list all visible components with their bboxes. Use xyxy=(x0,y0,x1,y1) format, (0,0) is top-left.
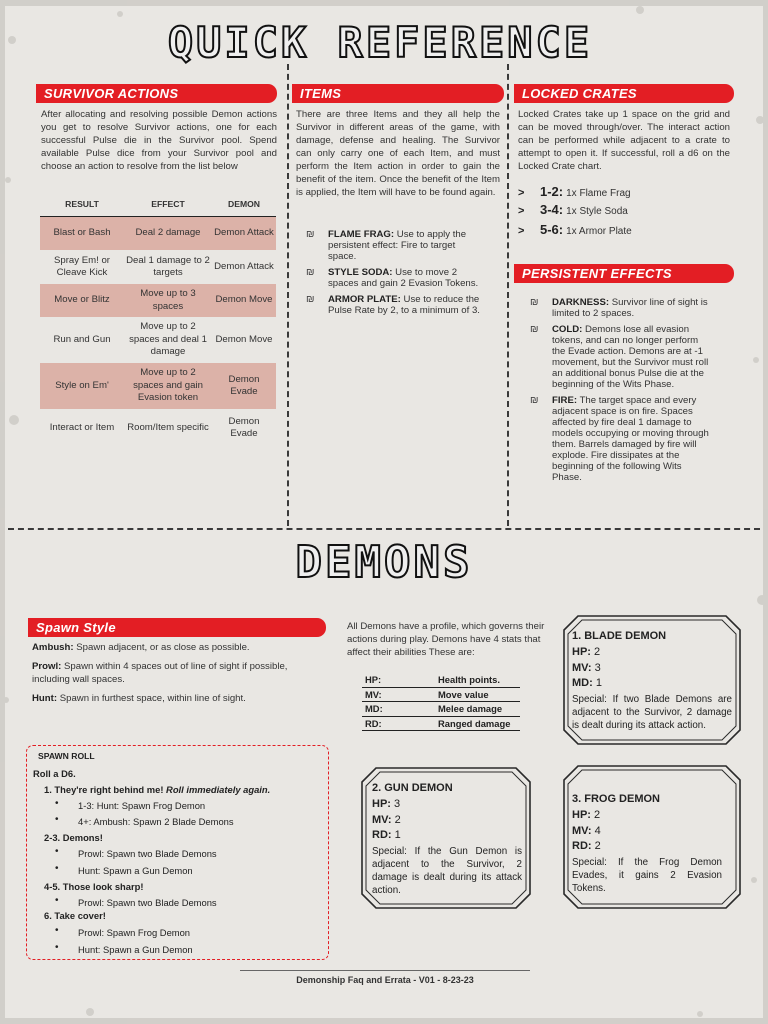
roll-2-option-a: Prowl: Spawn two Blade Demons xyxy=(78,848,217,859)
roll-4-title: 6. Take cover! xyxy=(44,910,106,921)
stat-key: MD: xyxy=(572,677,593,689)
spawn-prowl xyxy=(32,660,326,686)
stat-value: Move value xyxy=(438,688,489,700)
card-stat-mv xyxy=(572,661,732,677)
cell-effect: Deal 2 damage xyxy=(124,216,212,250)
stat-key: MV: xyxy=(572,661,592,674)
locked-crate-chart xyxy=(518,183,632,239)
persistent-effects-header: PERSISTENT EFFECTS xyxy=(514,264,734,283)
demons-intro: All Demons have a profile, which governs their actions during play. Demons have 4 stats that affect their abilities These are: xyxy=(347,621,545,658)
spawn-ambush xyxy=(32,641,326,654)
stat-key: MV: xyxy=(372,813,392,826)
card-title: 1. BLADE DEMON xyxy=(572,630,667,642)
divider-horizontal xyxy=(8,528,760,530)
roll-3-title: 4-5. Those look sharp! xyxy=(44,881,144,892)
roll-2-title: 2-3. Demons! xyxy=(44,832,103,843)
cell-demon: Demon Attack xyxy=(214,260,274,272)
cell-demon: Demon Evade xyxy=(228,415,260,439)
cell-result: Interact or Item xyxy=(49,421,115,433)
cell-demon: Demon Attack xyxy=(212,216,276,250)
stats-table xyxy=(362,673,520,731)
crate-roll: 5-6: xyxy=(540,222,564,237)
table-row xyxy=(40,409,276,447)
table-row xyxy=(40,250,276,284)
stat-key: RD: xyxy=(572,840,592,852)
card-title: 2. GUN DEMON xyxy=(372,782,453,794)
stat-value: 1 xyxy=(394,829,401,841)
cell-effect: Room/Item specific xyxy=(127,421,209,433)
stat-row xyxy=(362,673,520,688)
blade-demon-card xyxy=(572,630,732,732)
cell-result: Blast or Bash xyxy=(40,216,124,250)
bullet-dot-icon: • xyxy=(55,846,59,857)
crate-roll: 3-4: xyxy=(540,202,564,217)
card-special: Special: If the Gun Demon is adjacent to the Survivor, 2 damage is dealt during its attack action. xyxy=(372,845,522,896)
card-stat-mv xyxy=(572,824,722,840)
item-name: ARMOR PLATE: xyxy=(328,294,401,305)
quick-reference-title: QUICK REFERENCE xyxy=(167,18,593,67)
items-list xyxy=(304,229,484,321)
chevron-right-icon: > xyxy=(518,205,525,217)
spawn-roll-box xyxy=(26,745,329,960)
card-special: Special: If two Blade Demons are adjacent to the Survivor, 2 damage is dealt during its attack action. xyxy=(572,693,732,731)
chevron-right-icon: > xyxy=(518,187,525,199)
chevron-right-icon: > xyxy=(518,225,525,237)
card-stat-mv xyxy=(372,813,522,829)
col-header-effect: EFFECT xyxy=(124,192,212,216)
effect-name: FIRE: xyxy=(552,395,578,406)
item-name: STYLE SODA: xyxy=(328,267,393,278)
cell-demon: Demon Evade xyxy=(212,363,276,409)
persistent-effects-list xyxy=(528,297,714,488)
bullet-glyph-icon: ₪ xyxy=(530,395,539,406)
stat-value: Health points. xyxy=(438,674,500,685)
roll-4-option-a: Prowl: Spawn Frog Demon xyxy=(78,927,191,938)
footer-text: Demonship Faq and Errata - V01 - 8-23-23 xyxy=(296,975,474,985)
col-header-result: RESULT xyxy=(40,192,124,216)
stat-row xyxy=(362,717,520,732)
divider-vertical-right xyxy=(507,64,509,526)
stat-key: HP: xyxy=(365,674,382,685)
bullet-glyph-icon: ₪ xyxy=(306,229,315,240)
locked-crates-header: LOCKED CRATES xyxy=(514,84,734,103)
crate-row xyxy=(518,221,632,239)
crate-reward: 1x Style Soda xyxy=(566,206,628,217)
col-header-demon: DEMON xyxy=(212,192,276,216)
bullet-glyph-icon: ₪ xyxy=(306,294,315,305)
spawn-name: Prowl: xyxy=(32,661,62,672)
survivor-actions-intro: After allocating and resolving possible Demon actions you get to resolve Survivor actions, one for each successful Pulse die in the Survivor pool. Spend available Pulse dice from your Survivor pool and choose an action to resolve from the list below xyxy=(41,109,277,172)
spawn-style-header: Spawn Style xyxy=(28,618,326,637)
item-text: Use to reduce the Pulse Rate by 2, to a minimum of 3. xyxy=(328,294,480,316)
stat-value: Ranged damage xyxy=(438,717,511,729)
survivor-actions-header: SURVIVOR ACTIONS xyxy=(36,84,277,103)
list-item xyxy=(304,267,484,289)
stat-key: MV: xyxy=(365,688,382,700)
stat-value: Melee damage xyxy=(438,703,503,714)
stat-value: 3 xyxy=(594,661,601,674)
stat-value: 3 xyxy=(394,798,401,810)
bullet-dot-icon: • xyxy=(55,798,59,809)
footer-rule xyxy=(240,970,530,971)
spawn-text: Spawn in furthest space, within line of sight. xyxy=(59,693,246,704)
cell-result: Move or Blitz xyxy=(40,284,124,317)
stat-key: RD: xyxy=(372,829,392,841)
survivor-actions-table xyxy=(40,192,276,447)
demons-title: DEMONS xyxy=(295,537,473,588)
table-row xyxy=(40,216,276,250)
stat-value: 2 xyxy=(394,813,401,826)
roll-1-option-b: 4+: Ambush: Spawn 2 Blade Demons xyxy=(78,816,234,827)
stat-value: 2 xyxy=(594,646,601,658)
stat-value: 4 xyxy=(594,824,601,837)
list-item xyxy=(304,229,484,262)
stat-row xyxy=(362,702,520,717)
item-text: Use to move 2 spaces and gain 2 Evasion Tokens. xyxy=(328,267,479,289)
card-stat-hp xyxy=(372,797,522,813)
effect-text: Survivor line of sight is limited to 2 spaces. xyxy=(552,297,708,319)
roll-1-title xyxy=(44,784,270,795)
card-stat-rd xyxy=(372,828,522,844)
spawn-name: Hunt: xyxy=(32,693,58,704)
cell-effect: Move up to 2 spaces and deal 1 damage xyxy=(129,321,207,358)
stat-key: HP: xyxy=(372,798,391,810)
spawn-text: Spawn adjacent, or as close as possible. xyxy=(76,642,250,653)
cell-demon: Demon Move xyxy=(212,284,276,317)
stat-key: HP: xyxy=(572,809,591,821)
card-title: 3. FROG DEMON xyxy=(572,793,661,805)
stat-key: RD: xyxy=(365,717,382,729)
card-stat-md xyxy=(572,676,732,692)
locked-crates-intro: Locked Crates take up 1 space on the grid and can be moved through/over. The interact action can be performed while adjacent to a crate to attempt to open it. If successful, roll a d6 on the Locked Crate chart. xyxy=(518,109,730,172)
bullet-dot-icon: • xyxy=(55,895,59,906)
roll-1-option-a: 1-3: Hunt: Spawn Frog Demon xyxy=(78,800,206,811)
crate-reward: 1x Armor Plate xyxy=(566,226,632,237)
cell-result: Style on Em' xyxy=(40,363,124,409)
crate-row xyxy=(518,183,632,201)
stat-value: 2 xyxy=(594,840,601,852)
bullet-dot-icon: • xyxy=(55,942,59,953)
roll-2-option-b: Hunt: Spawn a Gun Demon xyxy=(78,865,193,876)
card-stat-hp xyxy=(572,645,732,661)
spawn-roll-title: SPAWN ROLL xyxy=(38,751,95,761)
effect-text: The target space and every adjacent space is on fire. Spaces affected by fire deal 1 damage to models occupying or moving through them. Barrels damaged by fire will explode. Fire dissipates at the beginning of the following Wits Phase. xyxy=(552,395,709,483)
items-header: ITEMS xyxy=(292,84,504,103)
cell-result: Run and Gun xyxy=(53,333,111,345)
table-row xyxy=(40,363,276,409)
list-item xyxy=(528,324,714,390)
spawn-roll-subtitle: Roll a D6. xyxy=(33,768,76,779)
effect-text: Demons lose all evasion tokens, and can no longer perform the Evade action. Demons are at -1 movement, but the Survivor must roll an additional bonus Pulse die at the beginning of the Wits Phase. xyxy=(552,324,709,390)
roll-3-option-a: Prowl: Spawn two Blade Demons xyxy=(78,897,217,908)
roll-4-option-b: Hunt: Spawn a Gun Demon xyxy=(78,944,193,955)
spawn-name: Ambush: xyxy=(32,642,74,653)
crate-reward: 1x Flame Frag xyxy=(566,188,631,199)
spawn-text: Spawn within 4 spaces out of line of sight if possible, including wall spaces. xyxy=(32,661,288,685)
bullet-dot-icon: • xyxy=(55,814,59,825)
bullet-glyph-icon: ₪ xyxy=(306,267,315,278)
cell-effect: Move up to 2 spaces and gain Evasion token xyxy=(124,363,212,409)
crate-row xyxy=(518,201,632,219)
cell-effect: Deal 1 damage to 2 targets xyxy=(126,254,210,278)
card-stat-rd xyxy=(572,839,722,855)
bullet-dot-icon: • xyxy=(55,925,59,936)
table-row xyxy=(40,317,276,363)
divider-vertical-left xyxy=(287,64,289,526)
bullet-dot-icon: • xyxy=(55,863,59,874)
frog-demon-card xyxy=(572,793,722,895)
spawn-hunt xyxy=(32,692,326,705)
stat-key: HP: xyxy=(572,646,591,658)
roll-1-title-italic: Roll immediately again. xyxy=(166,784,271,795)
card-stat-hp xyxy=(572,808,722,824)
table-row xyxy=(40,284,276,317)
effect-name: DARKNESS: xyxy=(552,297,610,308)
card-special: Special: If the Frog Demon Evades, it gains 2 Evasion Tokens. xyxy=(572,856,722,894)
bullet-glyph-icon: ₪ xyxy=(530,324,539,335)
stat-row xyxy=(362,688,520,703)
roll-1-title-text: 1. They're right behind me! xyxy=(44,784,167,795)
stat-value: 1 xyxy=(595,677,602,689)
cell-effect: Move up to 3 spaces xyxy=(124,284,212,317)
stat-key: MV: xyxy=(572,824,592,837)
gun-demon-card xyxy=(372,782,522,897)
bullet-glyph-icon: ₪ xyxy=(530,297,539,308)
effect-name: COLD: xyxy=(552,324,583,335)
cell-result: Spray Em! or Cleave Kick xyxy=(54,254,110,278)
crate-roll: 1-2: xyxy=(540,184,564,199)
stat-value: 2 xyxy=(594,809,601,821)
list-item xyxy=(528,395,714,483)
cell-demon: Demon Move xyxy=(215,333,273,345)
item-text: Use to apply the persistent effect: Fire to target space. xyxy=(328,229,467,262)
stat-key: MD: xyxy=(365,703,383,714)
list-item xyxy=(304,294,484,316)
items-intro: There are three Items and they all help the Survivor in different areas of the game, with damage, defense and healing. The Survivor can only carry one of each Item, and must perform the Item action in order to gain the benefit of the item. Once the benefit of the Item is applied, the Item will have to be found again. xyxy=(296,109,500,198)
item-name: FLAME FRAG: xyxy=(328,229,395,240)
list-item xyxy=(528,297,714,319)
